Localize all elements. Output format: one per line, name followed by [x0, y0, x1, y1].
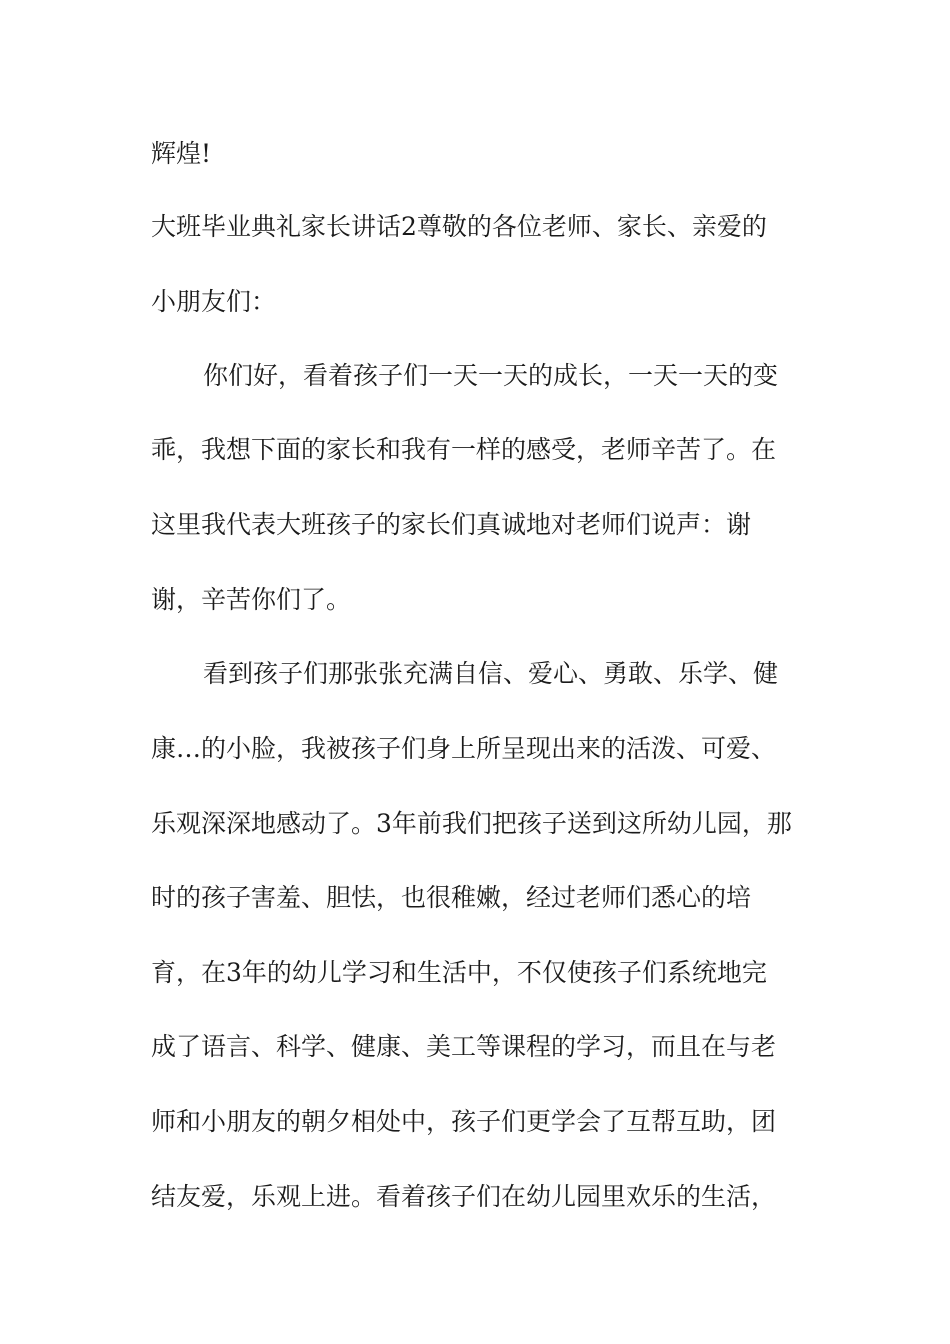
text-line: 结友爱，乐观上进。看着孩子们在幼儿园里欢乐的生活， [151, 1182, 777, 1211]
text-line: 成了语言、科学、健康、美工等课程的学习，而且在与老 [151, 1032, 777, 1061]
text-line: 辉煌! [151, 139, 212, 168]
text-line: 谢，辛苦你们了。 [151, 585, 352, 614]
text-line: 大班毕业典礼家长讲话2尊敬的各位老师、家长、亲爱的 [151, 212, 767, 241]
text-line: 这里我代表大班孩子的家长们真诚地对老师们说声：谢 [151, 510, 752, 539]
text-line: 时的孩子害羞、胆怯，也很稚嫩，经过老师们悉心的培 [151, 883, 752, 912]
text-line: 育，在3年的幼儿学习和生活中，不仅使孩子们系统地完 [151, 958, 767, 987]
paragraph-first-line: 你们好，看着孩子们一天一天的成长，一天一天的变 [203, 361, 779, 390]
text-line: 乖，我想下面的家长和我有一样的感受，老师辛苦了。在 [151, 435, 777, 464]
paragraph-first-line: 看到孩子们那张张充满自信、爱心、勇敢、乐学、健 [203, 659, 779, 688]
text-line: 师和小朋友的朝夕相处中，孩子们更学会了互帮互助，团 [151, 1107, 777, 1136]
text-line: 康…的小脸，我被孩子们身上所呈现出来的活泼、可爱、 [151, 734, 777, 763]
text-line: 乐观深深地感动了。3年前我们把孩子送到这所幼儿园，那 [151, 809, 792, 838]
text-line: 小朋友们： [151, 287, 277, 316]
